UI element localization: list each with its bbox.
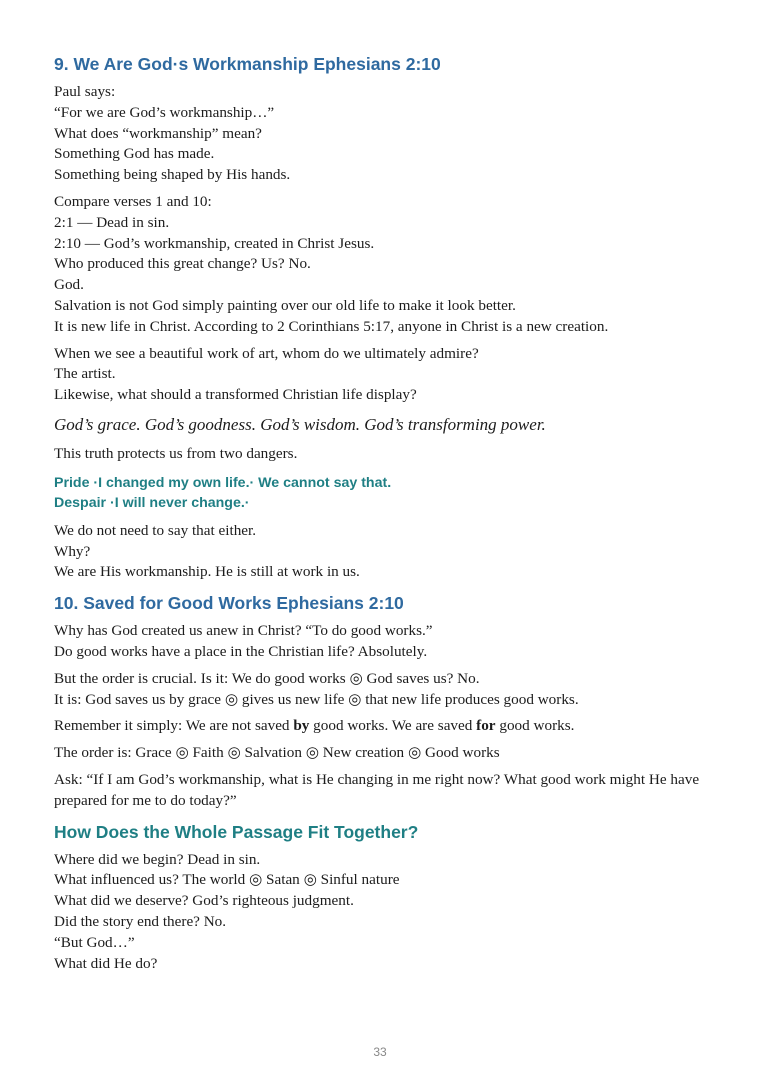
- s9-paragraph-3: [54, 344, 724, 406]
- text-line: Compare verses 1 and 10:: [54, 192, 212, 210]
- section-10-heading: 10. Saved for Good Works Ephesians 2:10: [54, 593, 404, 614]
- s9-paragraph-4: This truth protects us from two dangers.: [54, 444, 298, 462]
- text-run: Remember it simply: We are not saved: [54, 717, 294, 735]
- text-line: What did we deserve? God’s righteous judgment.: [54, 892, 354, 910]
- text-line: Why?: [54, 542, 91, 560]
- text-line: What does “workmanship” mean?: [54, 124, 262, 142]
- s10-paragraph-3: [54, 716, 724, 737]
- s10-paragraph-2: [54, 669, 724, 711]
- danger-pride: Pride ·I changed my own life.· We cannot say that.: [54, 474, 392, 491]
- s10-paragraph-5: Ask: “If I am God’s workmanship, what is He changing in me right now? What good work might He have prepared for me to do today?”: [54, 770, 700, 809]
- text-line: The artist.: [54, 365, 116, 383]
- text-line: Paul says:: [54, 83, 116, 100]
- text-line: Who produced this great change? Us? No.: [54, 255, 311, 273]
- section-9-heading: 9. We Are God·s Workmanship Ephesians 2:10: [54, 54, 441, 74]
- bold-by: by: [293, 717, 310, 735]
- s9-paragraph-1: [54, 82, 724, 186]
- text-run: good works. We are saved: [309, 717, 477, 735]
- text-line: Why has God created us anew in Christ? “To do good works.”: [54, 622, 433, 640]
- bold-for: for: [476, 717, 496, 735]
- s9-paragraph-2: [54, 192, 724, 338]
- text-line: Salvation is not God simply painting over our old life to make it look better.: [54, 296, 516, 314]
- text-line: God.: [54, 276, 84, 294]
- text-line: When we see a beautiful work of art, whom do we ultimately admire?: [54, 344, 479, 362]
- text-line: It is: God saves us by grace ◎ gives us new life ◎ that new life produces good works.: [54, 690, 579, 708]
- section-11-heading: How Does the Whole Passage Fit Together?: [54, 821, 419, 842]
- text-line: Where did we begin? Dead in sin.: [54, 850, 261, 868]
- danger-despair: Despair ·I will never change.·: [54, 494, 250, 511]
- text-line: Something God has made.: [54, 145, 215, 163]
- s9-paragraph-5: [54, 521, 724, 583]
- text-line: We do not need to say that either.: [54, 521, 257, 539]
- s10-paragraph-1: [54, 621, 724, 663]
- text-line: Something being shaped by His hands.: [54, 166, 291, 184]
- text-line: What influenced us? The world ◎ Satan ◎ Sinful nature: [54, 871, 400, 889]
- text-line: 2:10 — God’s workmanship, created in Christ Jesus.: [54, 234, 375, 252]
- text-line: We are His workmanship. He is still at work in us.: [54, 563, 360, 581]
- text-line: Likewise, what should a transformed Christian life display?: [54, 386, 417, 404]
- s11-paragraph: [54, 850, 724, 975]
- text-line: Do good works have a place in the Christian life? Absolutely.: [54, 642, 428, 660]
- page-content: [54, 52, 724, 974]
- emphasis-line: God’s grace. God’s goodness. God’s wisdom. God’s transforming power.: [54, 414, 546, 434]
- s10-paragraph-4: The order is: Grace ◎ Faith ◎ Salvation ◎ New creation ◎ Good works: [54, 744, 500, 762]
- text-line: “For we are God’s workmanship…”: [54, 103, 275, 121]
- page-number: 33: [373, 1045, 387, 1059]
- text-line: 2:1 — Dead in sin.: [54, 213, 170, 231]
- text-line: What did He do?: [54, 954, 158, 972]
- text-line: “But God…”: [54, 933, 135, 951]
- text-run: good works.: [495, 717, 575, 735]
- dangers-list: [54, 473, 724, 513]
- text-line: It is new life in Christ. According to 2 Corinthians 5:17, anyone in Christ is a new creation.: [54, 317, 609, 335]
- text-line: Did the story end there? No.: [54, 912, 227, 930]
- text-line: But the order is crucial. Is it: We do good works ◎ God saves us? No.: [54, 669, 480, 687]
